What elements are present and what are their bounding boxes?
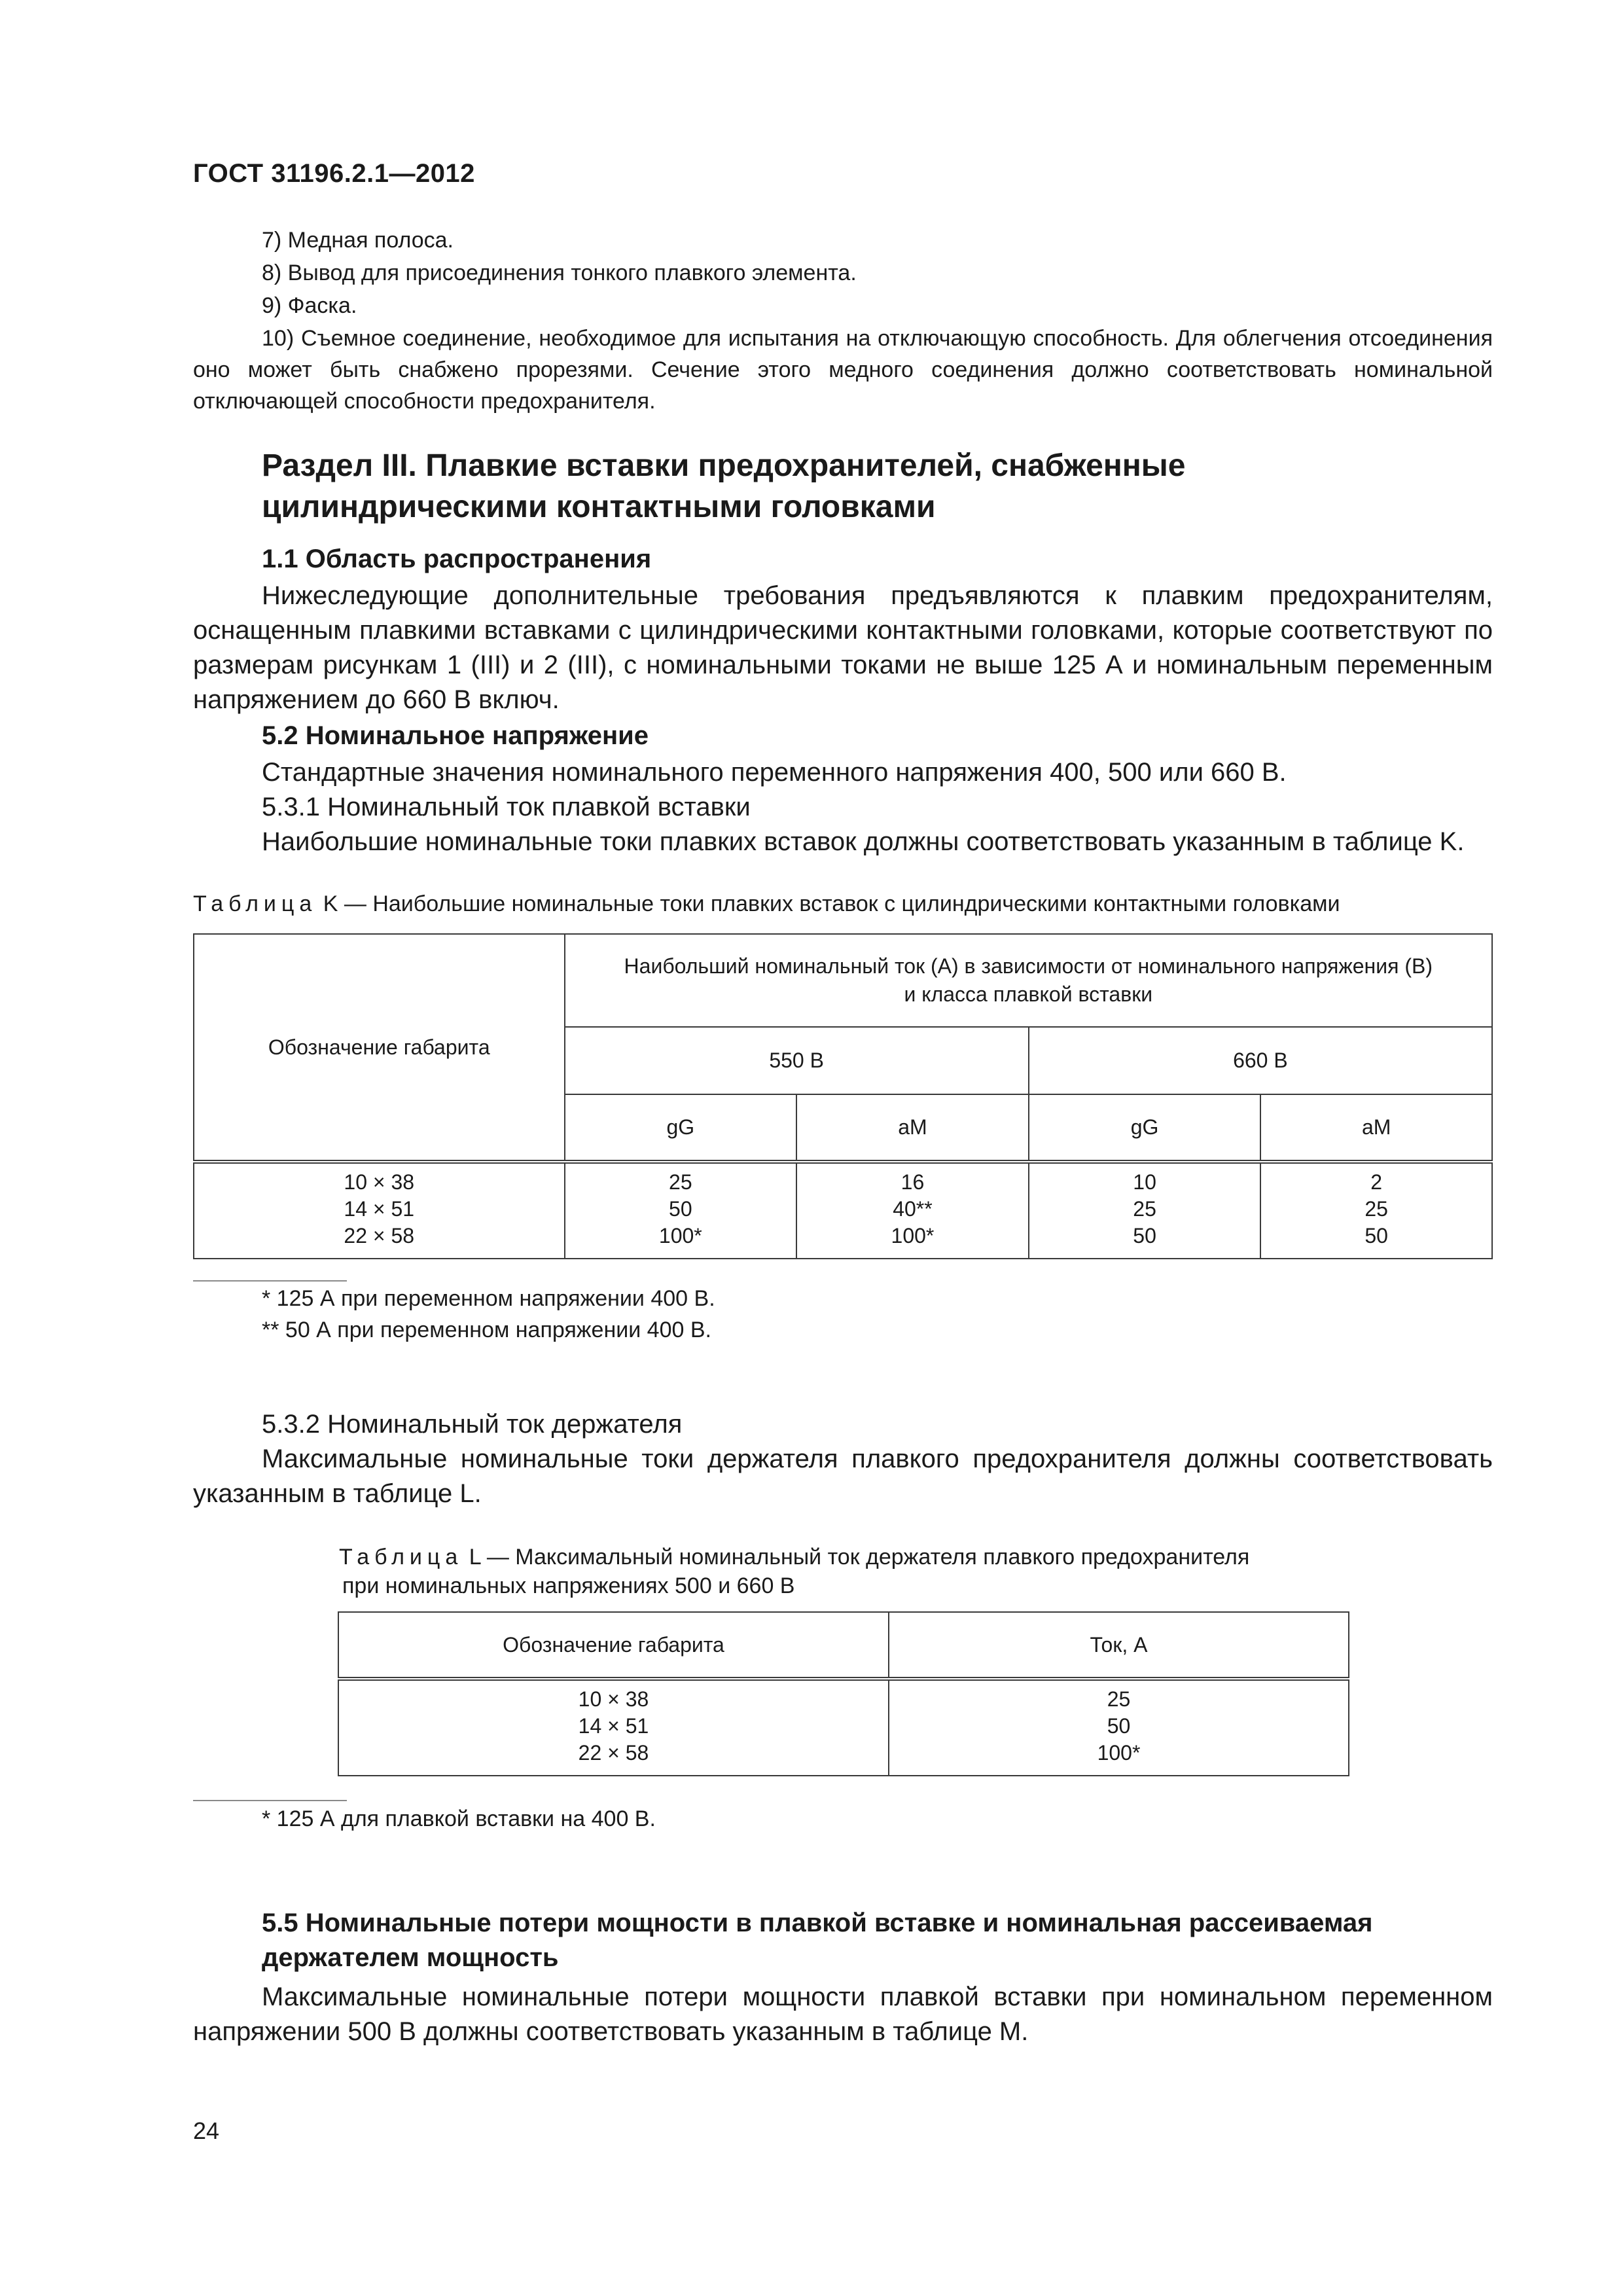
paragraph-5-5: Максимальные номинальные потери мощности плавкой вставки при номинальном переменном напряжении 500 В должны соответствовать указанным в таблице M. bbox=[193, 1982, 1493, 2046]
table-cell: 25 bbox=[1364, 1197, 1388, 1221]
table-cell: 50 bbox=[1364, 1224, 1388, 1247]
paragraph-5-3-2: Максимальные номинальные токи держателя плавкого предохранителя должны соответствовать указанным в таблице L. bbox=[193, 1444, 1493, 1508]
table-l-footnote: * 125 А для плавкой вставки на 400 В. bbox=[262, 1806, 656, 1831]
heading-1-1: 1.1 Область распространения bbox=[262, 545, 652, 573]
heading-5-5-line2: держателем мощность bbox=[262, 1943, 559, 1972]
section-title bbox=[262, 445, 1185, 528]
heading-5-3-2: 5.3.2 Номинальный ток держателя bbox=[262, 1410, 683, 1439]
table-k-header-am-660: aM bbox=[1260, 1094, 1492, 1162]
footnote-separator bbox=[193, 1800, 347, 1801]
table-row: 22 × 58 bbox=[578, 1741, 649, 1765]
table-cell: 25 bbox=[1107, 1687, 1131, 1711]
table-k-caption-word: Таблица bbox=[193, 891, 317, 916]
table-k-header-group bbox=[565, 934, 1492, 1027]
table-cell: 100* bbox=[1097, 1741, 1141, 1765]
table-k-col-size bbox=[194, 1162, 565, 1259]
table-cell: 40** bbox=[893, 1197, 933, 1221]
page-number: 24 bbox=[193, 2117, 220, 2144]
table-row: 14 × 51 bbox=[578, 1714, 649, 1738]
standard-code-header: ГОСТ 31196.2.1—2012 bbox=[193, 159, 475, 188]
heading-5-5-line1: 5.5 Номинальные потери мощности в плавкой вставке и номинальная рассеиваемая bbox=[262, 1909, 1373, 1937]
table-l-col-current bbox=[889, 1679, 1349, 1776]
table-row: 22 × 58 bbox=[344, 1224, 415, 1247]
table-row: 10 × 38 bbox=[344, 1170, 415, 1194]
table-k-col-gg-550 bbox=[565, 1162, 797, 1259]
table-k-header-size: Обозначение габарита bbox=[194, 934, 565, 1162]
table-l bbox=[338, 1611, 1349, 1776]
legend-item-7: 7) Медная полоса. bbox=[262, 228, 454, 253]
table-row: 10 × 38 bbox=[578, 1687, 649, 1711]
table-l-caption bbox=[339, 1543, 1249, 1571]
table-l-caption-word: Таблица bbox=[339, 1545, 463, 1570]
section-title-line2: цилиндрическими контактными головками bbox=[262, 490, 936, 524]
table-cell: 100* bbox=[658, 1224, 702, 1247]
table-cell: 50 bbox=[1107, 1714, 1131, 1738]
table-cell: 100* bbox=[891, 1224, 935, 1247]
table-row: 14 × 51 bbox=[344, 1197, 415, 1221]
paragraph-5-3-1: Наибольшие номинальные токи плавких вставок должны соответствовать указанным в таблице K. bbox=[262, 827, 1465, 856]
table-l-caption-line2: при номинальных напряжениях 500 и 660 В bbox=[342, 1573, 795, 1598]
table-l-header-current: Ток, А bbox=[889, 1612, 1349, 1679]
section-title-line1: Раздел III. Плавкие вставки предохранителей, снабженные bbox=[262, 448, 1186, 483]
table-k-caption-text: K — Наибольшие номинальные токи плавких вставок с цилиндрическими контактными головками bbox=[323, 891, 1340, 916]
paragraph-5-2: Стандартные значения номинального переменного напряжения 400, 500 или 660 В. bbox=[262, 758, 1287, 787]
table-l-caption-text: L — Максимальный номинальный ток держателя плавкого предохранителя bbox=[469, 1545, 1250, 1570]
table-k-caption bbox=[193, 889, 1340, 918]
table-k-header-660v: 660 В bbox=[1029, 1027, 1492, 1094]
paragraph-1-1: Нижеследующие дополнительные требования предъявляются к плавким предохранителям, оснащенным плавкими вставками с цилиндрическими контактными головками, которые соответствуют по размерам рисункам 1 (III) и 2 (III), с номинальными токами не выше 125 А и номинальным переменным напряжением до 660 В включ. bbox=[193, 581, 1493, 714]
table-l-col-size bbox=[338, 1679, 889, 1776]
table-k-header-am-550: aM bbox=[796, 1094, 1029, 1162]
table-cell: 50 bbox=[1133, 1224, 1156, 1247]
table-cell: 50 bbox=[669, 1197, 692, 1221]
footnote-separator bbox=[193, 1280, 347, 1282]
legend-item-9: 9) Фаска. bbox=[262, 293, 357, 318]
heading-5-3-1: 5.3.1 Номинальный ток плавкой вставки bbox=[262, 793, 751, 821]
table-k bbox=[193, 933, 1493, 1259]
table-cell: 25 bbox=[1133, 1197, 1156, 1221]
table-l-header-size: Обозначение габарита bbox=[338, 1612, 889, 1679]
table-k-header-gg-660: gG bbox=[1029, 1094, 1261, 1162]
heading-5-2: 5.2 Номинальное напряжение bbox=[262, 721, 649, 750]
table-k-footnote-1: * 125 А при переменном напряжении 400 В. bbox=[262, 1286, 715, 1311]
heading-5-5 bbox=[262, 1906, 1372, 1975]
table-k-header-gg-550: gG bbox=[565, 1094, 797, 1162]
table-k-footnote-2: ** 50 А при переменном напряжении 400 В. bbox=[262, 1318, 711, 1342]
table-cell: 2 bbox=[1370, 1170, 1383, 1194]
legend-item-10: 10) Съемное соединение, необходимое для испытания на отключающую способность. Для облегчения отсоединения оно может быть снабжено прорезями. Сечение этого медного соединения должно соответствовать номинальной отключающей способности предохранителя. bbox=[193, 326, 1493, 414]
table-cell: 16 bbox=[901, 1170, 925, 1194]
legend-item-8: 8) Вывод для присоединения тонкого плавкого элемента. bbox=[262, 260, 857, 285]
table-k-col-am-660 bbox=[1260, 1162, 1492, 1259]
table-k-header-group-line2: и класса плавкой вставки bbox=[904, 982, 1153, 1006]
table-cell: 10 bbox=[1133, 1170, 1156, 1194]
table-k-header-550v: 550 В bbox=[565, 1027, 1029, 1094]
table-k-col-am-550 bbox=[796, 1162, 1029, 1259]
table-k-header-group-line1: Наибольший номинальный ток (А) в зависимости от номинального напряжения (В) bbox=[624, 954, 1433, 978]
table-k-col-gg-660 bbox=[1029, 1162, 1261, 1259]
table-cell: 25 bbox=[669, 1170, 692, 1194]
